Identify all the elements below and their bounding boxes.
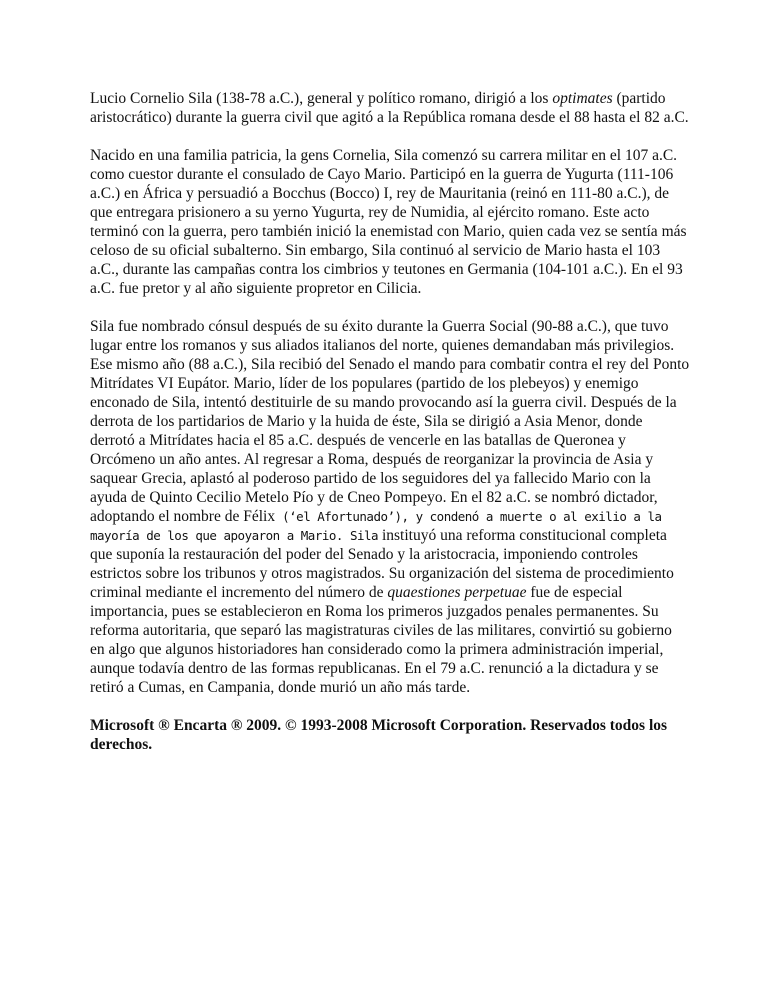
intro-emphasis-optimates: optimates <box>552 90 613 107</box>
dictatorship-mono-text: (‘el Afortunado’), y condenó a muerte o al exilio a la mayoría de los que apoyaron a Mario. Sila <box>90 509 662 543</box>
dictatorship-text-a: Sila fue nombrado cónsul después de su éxito durante la Guerra Social (90-88 a.C.), que tuvo lugar entre los romanos y sus aliados italianos del norte, quienes demandaban más privilegios. Ese mismo año (88 a.C.), Sila recibió del Senado el mando para combatir contra el rey del Ponto Mitrídates VI Eupátor. Mario, líder de los populares (partido de los plebeyos) y enemigo enconado de Sila, intentó destituirle de su mando provocando así la guerra civil. Después de la derrota de los partidarios de Mario y la huida de éste, Sila se dirigió a Asia Menor, donde derrotó a Mitrídates hacia el 85 a.C. después de vencerle en las batallas de Queronea y Orcómeno un año antes. Al regresar a Roma, después de reorganizar la provincia de Asia y saquear Grecia, aplastó al poderoso partido de los seguidores del ya fallecido Mario con la ayuda de Quinto Cecilio Metelo Pío y de Cneo Pompeyo. En el 82 a.C. se nombró dictador, adoptando el nombre de Félix <box>90 318 690 525</box>
copyright-footer: Microsoft ® Encarta ® 2009. © 1993-2008 Microsoft Corporation. Reservados todos los derechos. <box>90 717 668 753</box>
dictatorship-text-c: fue de especial importancia, pues se establecieron en Roma los primeros juzgados penales permanentes. Su reforma autoritaria, que separó las magistraturas civiles de las militares, convirtió su gobierno en algo que algunos historiadores han considerado como la primera administración imperial, aunque todavía dentro de las formas republicanas. En el 79 a.C. renunció a la dictadura y se retiró a Cumas, en Campania, donde murió un año más tarde. <box>90 584 672 696</box>
intro-text-b: (partido aristocrático) durante la guerra civil que agitó a la República romana desde el 88 hasta el 82 a.C. <box>90 90 689 126</box>
paragraph-early-career: Nacido en una familia patricia, la gens Cornelia, Sila comenzó su carrera militar en el 107 a.C. como cuestor durante el consulado de Cayo Mario. Participó en la guerra de Yugurta (111-106 a.C.) en África y persuadió a Bocchus (Bocco) I, rey de Mauritania (reinó en 111-80 a.C.), de que entregara prisionero a su yerno Yugurta, rey de Numidia, al ejército romano. Este acto terminó con la guerra, pero también inició la enemistad con Mario, quien cada vez se sentía más celoso de su oficial subalterno. Sin embargo, Sila continuó al servicio de Mario hasta el 103 a.C., durante las campañas contra los cimbrios y teutones en Germania (104-101 a.C.). En el 93 a.C. fue pretor y al año siguiente propretor en Cilicia. <box>90 147 687 297</box>
paragraph-dictatorship <box>90 317 690 697</box>
dictatorship-emphasis-quaestiones: quaestiones perpetuae <box>387 584 527 601</box>
dictatorship-text-b: instituyó una reforma constitucional completa que suponía la restauración del poder del Senado y la aristocracia, imponiendo controles estrictos sobre los tribunos y otros magistrados. Su organización del sistema de procedimiento criminal mediante el incremento del número de <box>90 527 674 601</box>
document-page <box>90 89 690 773</box>
intro-text-a: Lucio Cornelio Sila (138-78 a.C.), general y político romano, dirigió a los <box>90 90 553 107</box>
paragraph-intro <box>90 89 690 127</box>
